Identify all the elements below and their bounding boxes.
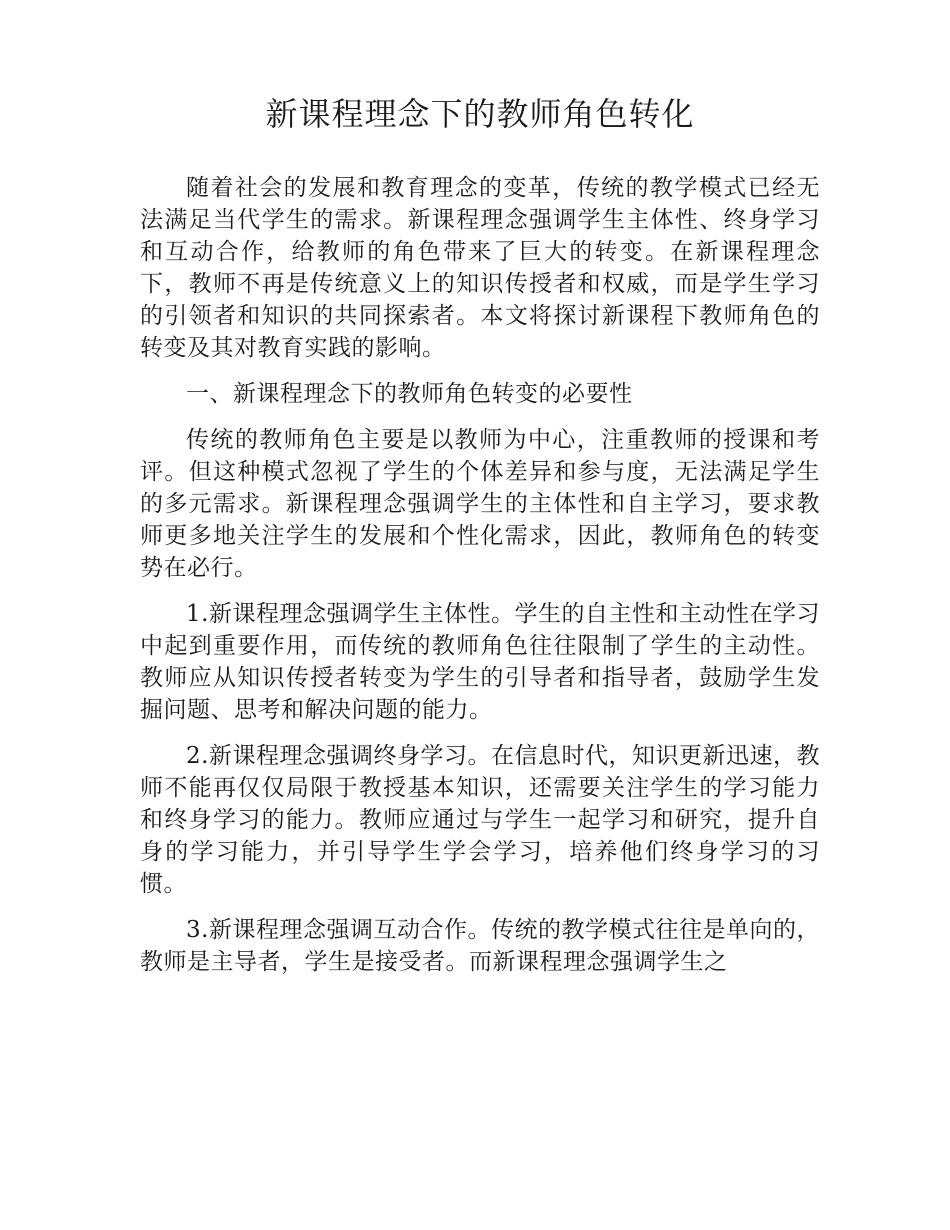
point-2-paragraph: 2.新课程理念强调终身学习。在信息时代，知识更新迅速，教师不能再仅仅局限于教授基本知识，还需要关注学生的学习能力和终身学习的能力。教师应通过与学生一起学习和研究，提升自身的学习能力，并引导学生学会学习，培养他们终身学习的习惯。: [140, 743, 820, 897]
section-heading-1: 一、新课程理念下的教师角色转变的必要性: [186, 381, 633, 407]
document-body: [140, 92, 820, 992]
section1-paragraph: 传统的教师角色主要是以教师为中心，注重教师的授课和考评。但这种模式忽视了学生的个体差异和参与度，无法满足学生的多元需求。新课程理念强调学生的主体性和自主学习，要求教师更多地关注学生的发展和个性化需求，因此，教师角色的转变势在必行。: [140, 427, 820, 581]
intro-paragraph: 随着社会的发展和教育理念的变革，传统的教学模式已经无法满足当代学生的需求。新课程理念强调学生主体性、终身学习和互动合作，给教师的角色带来了巨大的转变。在新课程理念下，教师不再是传统意义上的知识传授者和权威，而是学生学习的引领者和知识的共同探索者。本文将探讨新课程下教师角色的转变及其对教育实践的影响。: [140, 175, 820, 361]
point-1-paragraph: 1.新课程理念强调学生主体性。学生的自主性和主动性在学习中起到重要作用，而传统的教师角色往往限制了学生的主动性。教师应从知识传授者转变为学生的引导者和指导者，鼓励学生发掘问题、思考和解决问题的能力。: [140, 601, 820, 723]
point-3-paragraph: 3.新课程理念强调互动合作。传统的教学模式往往是单向的，教师是主导者，学生是接受者。而新课程理念强调学生之: [140, 917, 820, 975]
document-title: 新课程理念下的教师角色转化: [265, 95, 695, 133]
